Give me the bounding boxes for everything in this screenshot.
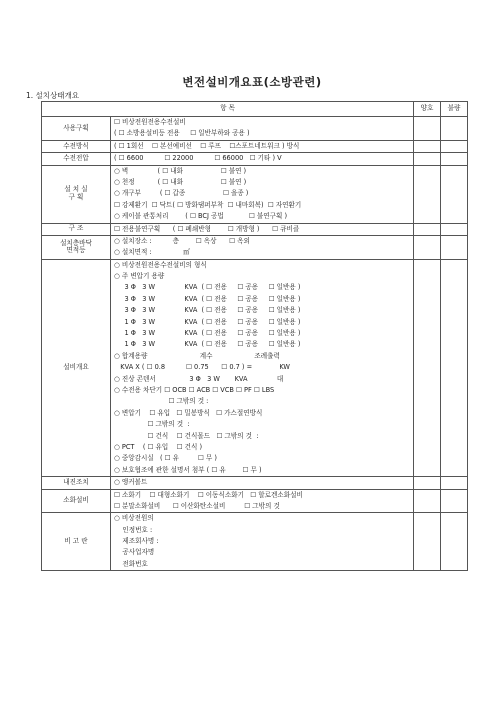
row-content — [111, 117, 414, 141]
row-line: KVA X ( ☐ 0.8 ☐ 0.75 ☐ 0.7 ) = KW — [114, 363, 290, 372]
overview-table — [41, 101, 468, 571]
row-bad-cell[interactable] — [441, 140, 468, 152]
row-line: ○ 앵커볼트 — [114, 478, 148, 487]
row-label-text: 소화설비 — [63, 496, 89, 505]
row-bad-cell[interactable] — [441, 259, 468, 476]
table-row — [42, 165, 468, 223]
row-label — [42, 140, 111, 152]
row-label — [42, 117, 111, 141]
row-bad-cell[interactable] — [441, 165, 468, 223]
row-label — [42, 489, 111, 513]
table-row — [42, 140, 468, 152]
row-line: 1 Φ 3 W KVA ( ☐ 전용 ☐ 공용 ☐ 일반용 ) — [114, 317, 301, 326]
row-label — [42, 223, 111, 235]
row-line: 3 Φ 3 W KVA ( ☐ 전용 ☐ 공용 ☐ 일반용 ) — [114, 283, 301, 292]
row-line: ○ 보호협조에 관한 설명서 첨부 ( ☐ 유 ☐ 무 ) — [114, 465, 262, 474]
row-label — [42, 259, 111, 476]
row-bad-cell[interactable] — [441, 477, 468, 489]
row-content — [111, 477, 414, 489]
row-good-cell[interactable] — [414, 477, 441, 489]
section-heading: 1. 설치상태개요 — [26, 91, 80, 100]
row-line: ○ PCT ( ☐ 유입 ☐ 건식 ) — [114, 442, 203, 451]
row-bad-cell[interactable] — [441, 223, 468, 235]
row-line: ○ 설치장소 : 층 ☐ 옥상 ☐ 옥외 — [114, 236, 250, 245]
row-line: 3 Φ 3 W KVA ( ☐ 전용 ☐ 공용 ☐ 일반용 ) — [114, 294, 301, 303]
row-label — [42, 513, 111, 571]
row-line: ( ☐ 소방용설비등 전용 ☐ 일반부하와 공용 ) — [114, 129, 250, 138]
row-line: ○ 비상전원전용수전설비의 형식 — [114, 260, 207, 269]
header-bad: 불량 — [441, 102, 468, 117]
row-good-cell[interactable] — [414, 259, 441, 476]
row-line: ○ 주 변압기 용량 — [114, 272, 165, 281]
row-label-text: 내진조치 — [63, 478, 89, 487]
row-label-text: 수전전압 — [63, 154, 89, 163]
row-label-text: 비 고 란 — [64, 536, 88, 545]
row-line: ○ 합계용량 계수 조례출력 — [114, 351, 280, 360]
row-line: ☐ 비상전원전용수전설비 — [114, 118, 186, 126]
table-row — [42, 477, 468, 489]
row-bad-cell[interactable] — [441, 513, 468, 571]
row-good-cell[interactable] — [414, 117, 441, 141]
header-item: 항 목 — [42, 102, 414, 117]
row-line: ( ☐ 6600 ☐ 22000 ☐ 66000 ☐ 기타 ) V — [114, 154, 282, 163]
row-content — [111, 513, 414, 571]
row-line: 전화번호 — [114, 559, 148, 568]
row-line: ☐ 분말소화설비 ☐ 이산화탄소설비 ☐ 그밖의 것 — [114, 501, 280, 510]
row-line: ( ☐ 1회선 ☐ 본선예비선 ☐ 루프 ☐스포트네트워크 ) 방식 — [114, 141, 300, 150]
row-good-cell[interactable] — [414, 165, 441, 223]
row-line: 1 Φ 3 W KVA ( ☐ 전용 ☐ 공용 ☐ 일반용 ) — [114, 329, 301, 338]
row-content — [111, 140, 414, 152]
row-good-cell[interactable] — [414, 489, 441, 513]
row-good-cell[interactable] — [414, 513, 441, 571]
row-line: ☐ 그밖의 것 : — [114, 420, 190, 429]
table-row — [42, 235, 468, 259]
row-bad-cell[interactable] — [441, 153, 468, 165]
row-line: ☐ 그밖의 것 : — [114, 397, 209, 406]
row-label — [42, 477, 111, 489]
row-bad-cell[interactable] — [441, 489, 468, 513]
row-good-cell[interactable] — [414, 153, 441, 165]
row-label — [42, 165, 111, 223]
row-content — [111, 235, 414, 259]
row-line: 공사업자명 — [114, 548, 155, 557]
header-good: 양호 — [414, 102, 441, 117]
row-line: ○ 벽 ( ☐ 내화 ☐ 불연 ) — [114, 166, 247, 175]
row-label — [42, 235, 111, 259]
table-row — [42, 223, 468, 235]
row-label-text: 구 획 — [68, 193, 84, 202]
table-row — [42, 117, 468, 141]
row-line: 3 Φ 3 W KVA ( ☐ 전용 ☐ 공용 ☐ 일반용 ) — [114, 306, 301, 315]
row-content — [111, 153, 414, 165]
row-line: ☐ 건식 ☐ 건식몰드 ☐ 그밖의 것 : — [114, 431, 259, 440]
row-line: ○ 진상 콘덴서 3 Φ 3 W KVA 대 — [114, 374, 284, 383]
row-good-cell[interactable] — [414, 140, 441, 152]
row-good-cell[interactable] — [414, 223, 441, 235]
row-label-text: 수전방식 — [63, 141, 89, 150]
row-label-text: 사용구획 — [63, 123, 89, 132]
row-line: ☐ 전용불연구획 ( ☐ 폐쇄반형 ☐ 개방형 ) ☐ 큐비클 — [114, 224, 300, 233]
row-label-text: 설치층바닥 — [60, 238, 92, 247]
row-line: ○ 케이블 관통처리 ( ☐ BCJ 공법 ☐ 불연구획 ) — [114, 212, 288, 221]
table-row — [42, 259, 468, 476]
table-row — [42, 513, 468, 571]
row-label-text: 면적등 — [66, 246, 86, 255]
row-line: ○ 천정 ( ☐ 내화 ☐ 불연 ) — [114, 177, 247, 186]
row-bad-cell[interactable] — [441, 117, 468, 141]
row-line: 1 Φ 3 W KVA ( ☐ 전용 ☐ 공용 ☐ 일반용 ) — [114, 340, 301, 349]
row-content — [111, 489, 414, 513]
row-line: 인정번호 : — [114, 525, 153, 534]
table-header-row — [42, 102, 468, 117]
table-row — [42, 489, 468, 513]
document-title: 변전설비개요표(소방관련) — [182, 75, 322, 89]
row-content — [111, 165, 414, 223]
row-label-text: 구 조 — [68, 224, 84, 233]
row-line: ☐ 소화기 ☐ 대형소화기 ☐ 이동식소화기 ☐ 할로겐소화설비 — [114, 490, 303, 499]
table-row — [42, 153, 468, 165]
row-content — [111, 259, 414, 476]
row-line: 제조회사명 : — [114, 537, 159, 546]
row-line: ○ 설치면적 : ㎡ — [114, 248, 190, 257]
row-label-text: 설 치 실 — [64, 185, 88, 194]
row-line: ○ 비상전원의 — [114, 514, 154, 523]
row-line: ☐ 강제환기 ☐ 닥트( ☐ 방화댐퍼부착 ☐ 내마회복) ☐ 자연환기 — [114, 200, 302, 209]
row-line: ○ 개구부 ( ☐ 갑종 ☐ 을종 ) — [114, 189, 249, 198]
row-bad-cell[interactable] — [441, 235, 468, 259]
row-line: ○ 중앙감시실 ( ☐ 유 ☐ 무 ) — [114, 454, 217, 463]
row-label-text: 설비개요 — [63, 363, 89, 372]
row-good-cell[interactable] — [414, 235, 441, 259]
row-label — [42, 153, 111, 165]
row-line: ○ 변압기 ☐ 유입 ☐ 밀봉방식 ☐ 가스절연방식 — [114, 408, 263, 417]
row-line: ○ 수전용 차단기 ☐ OCB ☐ ACB ☐ VCB ☐ PF ☐ LBS — [114, 385, 275, 394]
row-content — [111, 223, 414, 235]
